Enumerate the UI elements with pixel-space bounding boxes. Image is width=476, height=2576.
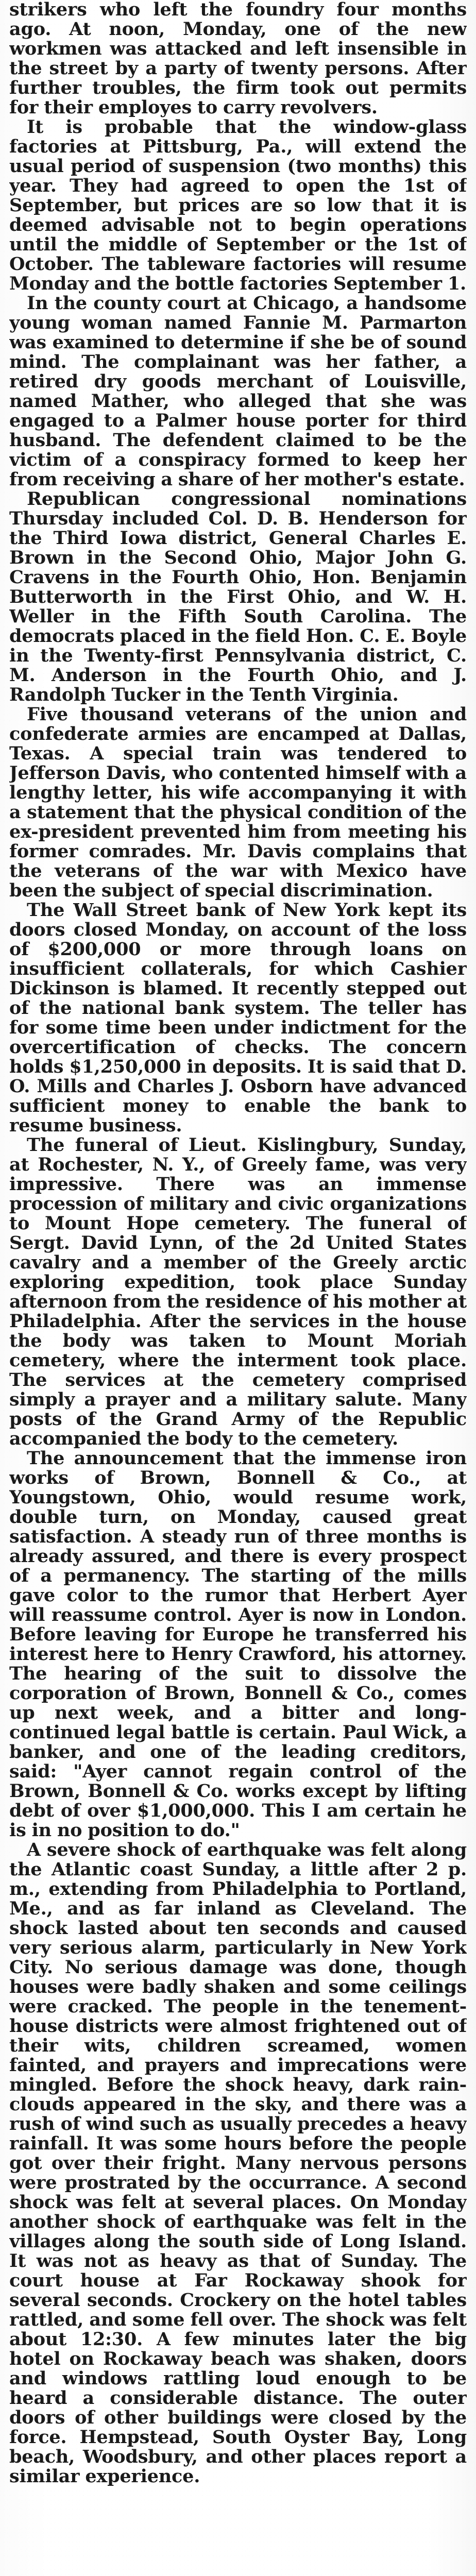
article-paragraph: strikers who left the foundry four months ago. At noon, Monday, one of the new workmen was attacked and left insensible in the street by a party of twenty persons. After further troubles, the firm took out permits for their employes to carry revolvers. bbox=[9, 0, 467, 118]
article-paragraph: The announcement that the immense iron works of Brown, Bonnell & Co., at Youngstown, Ohio, would resume work, double turn, on Monday, caused great satisfaction. A steady run of three months is already assured, and there is every prospect of a permanency. The starting of the mills gave color to the rumor that Herbert Ayer will reassume control. Ayer is now in London. Before leaving for Europe he transferred his interest here to Henry Crawford, his attorney. The hearing of the suit to dissolve the corporation of Brown, Bonnell & Co., comes up next week, and a bitter and long-continued legal battle is certain. Paul Wick, a banker, and one of the leading creditors, said: "Ayer cannot regain control of the Brown, Bonnell & Co. works except by lifting debt of over $1,000,000. This I am certain he is in no position to do." bbox=[9, 1448, 467, 1841]
article-column bbox=[9, 0, 467, 2576]
article-paragraph: A severe shock of earthquake was felt along the Atlantic coast Sunday, a little after 2 p. m., extending from Philadelphia to Portland, Me., and as far inland as Cleveland. The shock lasted about ten seconds and caused very serious alarm, particularly in New York City. No serious damage was done, though houses were badly shaken and some ceilings were cracked. The people in the tenement-house districts were almost frightened out of their wits, children screamed, women fainted, and prayers and imprecations were mingled. Before the shock heavy, dark rain-clouds appeared in the sky, and there was a rush of wind such as usually precedes a heavy rainfall. It was some hours before the people got over their fright. Many nervous persons were prostrated by the occurrance. A second shock was felt at several places. On Monday another shock of earthquake was felt in the villages along the south side of Long Island. It was not as heavy as that of Sunday. The court house at Far Rockaway shook for several seconds. Crockery on the hotel tables rattled, and some fell over. The shock was felt about 12:30. A few minutes later the big hotel on Rockaway beach was shaken, doors and windows rattling loud enough to be heard a considerable distance. The outer doors of other buildings were closed by the force. Hempstead, South Oyster Bay, Long beach, Woodsbury, and other places report a similar experience. bbox=[9, 1839, 467, 2487]
article-paragraph: In the county court at Chicago, a handsome young woman named Fannie M. Parmarton was examined to determine if she be of sound mind. The complainant was her father, a retired dry goods merchant of Louisville, named Mather, who alleged that she was engaged to a Palmer house porter for third husband. The defendent claimed to be the victim of a conspiracy formed to keep her from receiving a share of her mother's estate. bbox=[9, 293, 467, 490]
article-paragraph: The Wall Street bank of New York kept its doors closed Monday, on account of the loss of $200,000 or more through loans on insufficient collaterals, for which Cashier Dickinson is blamed. It recently stepped out of the national bank system. The teller has for some time been under indictment for the overcertification of checks. The concern holds $1,250,000 in deposits. It is said that D. O. Mills and Charles J. Osborn have advanced sufficient money to enable the bank to resume business. bbox=[9, 900, 467, 1136]
article-paragraph: The funeral of Lieut. Kislingbury, Sunday, at Rochester, N. Y., of Greely fame, was very impressive. There was an immense procession of military and civic organizations to Mount Hope cemetery. The funeral of Sergt. David Lynn, of the 2d United States cavalry and a member of the Greely arctic exploring expedition, took place Sunday afternoon from the residence of his mother at Philadelphia. After the services in the house the body was taken to Mount Moriah cemetery, where the interment took place. The services at the cemetery comprised simply a prayer and a military salute. Many posts of the Grand Army of the Republic accompanied the body to the cemetery. bbox=[9, 1134, 467, 1449]
article-paragraph: Republican congressional nominations Thursday included Col. D. B. Henderson for the Third Iowa district, General Charles E. Brown in the Second Ohio, Major John G. Cravens in the Fourth Ohio, Hon. Benjamin Butterworth in the First Ohio, and W. H. Weller in the Fifth South Carolina. The democrats placed in the field Hon. C. E. Boyle in the Twenty-first Pennsylvania district, C. M. Anderson in the Fourth Ohio, and J. Randolph Tucker in the Tenth Virginia. bbox=[9, 488, 467, 705]
article-paragraph: It is probable that the window-glass factories at Pittsburg, Pa., will extend the usual period of suspension (two months) this year. They had agreed to open the 1st of September, but prices are so low that it is deemed advisable not to begin operations until the middle of September or the 1st of October. The tableware factories will resume Monday and the bottle factories September 1. bbox=[9, 116, 467, 294]
article-paragraph: Five thousand veterans of the union and confederate armies are encamped at Dallas, Texas. A special train was tendered to Jefferson Davis, who contented himself with a lengthy letter, his wife accompanying it with a statement that the physical condition of the ex-president prevented him from meeting his former comrades. Mr. Davis complains that the veterans of the war with Mexico have been the subject of special discrimination. bbox=[9, 704, 467, 901]
